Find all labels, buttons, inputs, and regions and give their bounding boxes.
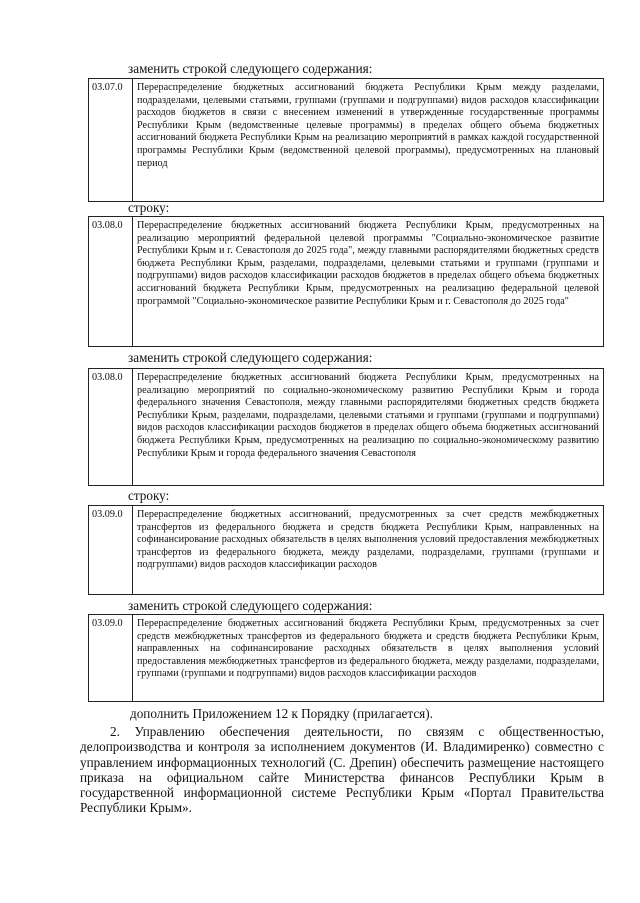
row-text: Перераспределение бюджетных ассигнований, предусмотренных за счет средств межбюджетных трансфертов из федерального бюджета и средств бюджета Республики Крым, направленных на софинансирование расходных обязательств в целях выполнения условий предоставления межбюджетных трансфертов из федерального бюджета, между разделами, подразделами, группами (группами и подгруппами) видов расходов классификации расходов [137, 509, 599, 571]
caption-replace-1: заменить строкой следующего содержания: [128, 61, 373, 76]
row-text: Перераспределение бюджетных ассигнований бюджета Республики Крым, предусмотренных на реализацию мероприятий федеральной целевой программы "Социально-экономическое развитие Республики Крым и г. Севастополя до 2025 года", между главными распорядителями бюджетных средств бюджета Республики Крым, разделами, подразделами, целевыми статьями и группами (группами и подгруппами) видов расходов классификации расходов бюджетов в пределах общего объема бюджетных ассигнований бюджета Республики Крым, предусмотренных на реализацию федеральной целевой программой "Социально-экономическое развитие Республики Крым и г. Севастополя до 2025 года" [137, 220, 599, 307]
paragraph-2 [80, 724, 604, 816]
row-text: Перераспределение бюджетных ассигнований бюджета Республики Крым, предусмотренных за счет средств межбюджетных трансфертов из федерального бюджета и средств бюджета Республики Крым, направленных на софинансирование расходных обязательств в целях выполнения условий предоставления межбюджетных трансфертов из федерального бюджета, между разделами, подразделами, группами (группами и подгруппами) видов расходов классификации расходов [137, 618, 599, 680]
row-code: 03.08.0 [89, 217, 133, 346]
row-code: 03.07.0 [89, 79, 133, 201]
table-row [88, 614, 604, 702]
row-code: 03.09.0 [89, 615, 133, 701]
caption-line-2: строку: [128, 488, 170, 503]
caption-replace-3: заменить строкой следующего содержания: [128, 598, 373, 613]
table-row [88, 216, 604, 347]
row-text: Перераспределение бюджетных ассигнований бюджета Республики Крым, предусмотренных на реализацию мероприятий по социально-экономическому развитию Республики Крым и города федерального значения Севастополя, между главными распорядителями бюджетных средств бюджета Республики Крым, разделами, подразделами, целевыми статьями и группами (группами и подгруппами) видов расходов классификации расходов бюджетов в пределах общего объема бюджетных ассигнований бюджета Республики Крым, предусмотренных на реализацию по социально-экономическому развитию Республики Крым и города федерального значения Севастополя [137, 372, 599, 459]
paragraph-2-text: 2. Управлению обеспечения деятельности, по связям с общественностью, делопроизводства и контроля за исполнением документов (И. Владимиренко) совместно с управлением информационных технологий (С. Дрепин) обеспечить размещение настоящего приказа на официальном сайте Министерства финансов Республики Крым в государственной информационной системе Республики Крым «Портал Правительства Республики Крым». [80, 724, 604, 816]
row-code: 03.08.0 [89, 369, 133, 485]
table-row [88, 368, 604, 486]
caption-replace-2: заменить строкой следующего содержания: [128, 350, 373, 365]
append-line: дополнить Приложением 12 к Порядку (прилагается). [130, 706, 433, 721]
row-code: 03.09.0 [89, 506, 133, 594]
table-row [88, 505, 604, 595]
table-row [88, 78, 604, 202]
caption-line-1: строку: [128, 200, 170, 215]
row-text: Перераспределение бюджетных ассигнований бюджета Республики Крым между разделами, подразделами, целевыми статьями, группами (группами и подгруппами) видов расходов классификации расходов бюджетов в связи с внесением изменений в утвержденные государственные программы Республики Крым (ведомственные целевые программы) в пределах общего объема бюджетных ассигнований бюджета Республики Крым на реализацию мероприятий в рамках каждой государственной программы Республики Крым (ведомственной целевой программы), предусмотренных на плановый период [137, 82, 599, 169]
